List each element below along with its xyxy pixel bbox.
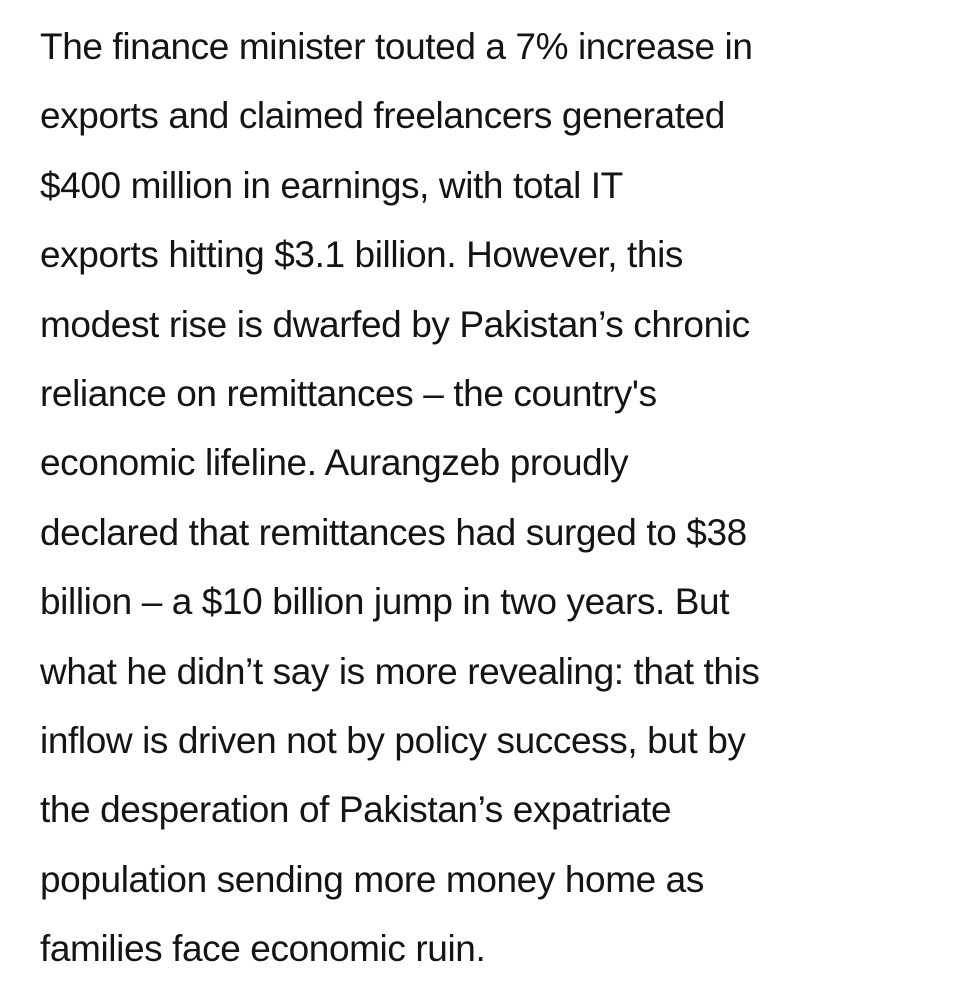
paragraph-line: reliance on remittances – the country's: [40, 372, 657, 414]
paragraph-line: economic lifeline. Aurangzeb proudly: [40, 442, 629, 484]
paragraph-line: billion – a $10 billion jump in two years. But: [40, 581, 730, 623]
paragraph-line: what he didn’t say is more revealing: that this: [40, 650, 760, 692]
paragraph-line: families face economic ruin.: [40, 928, 486, 970]
paragraph-line: declared that remittances had surged to $38: [40, 511, 747, 553]
article-paragraph: [40, 12, 940, 983]
paragraph-line: inflow is driven not by policy success, but by: [40, 719, 746, 761]
paragraph-line: the desperation of Pakistan’s expatriate: [40, 789, 672, 831]
paragraph-line: modest rise is dwarfed by Pakistan’s chronic: [40, 303, 750, 345]
paragraph-line: exports hitting $3.1 billion. However, this: [40, 234, 683, 276]
paragraph-line: population sending more money home as: [40, 858, 704, 900]
paragraph-line: $400 million in earnings, with total IT: [40, 164, 623, 206]
paragraph-line: The finance minister touted a 7% increase in: [40, 26, 753, 67]
paragraph-line: exports and claimed freelancers generated: [40, 95, 725, 137]
